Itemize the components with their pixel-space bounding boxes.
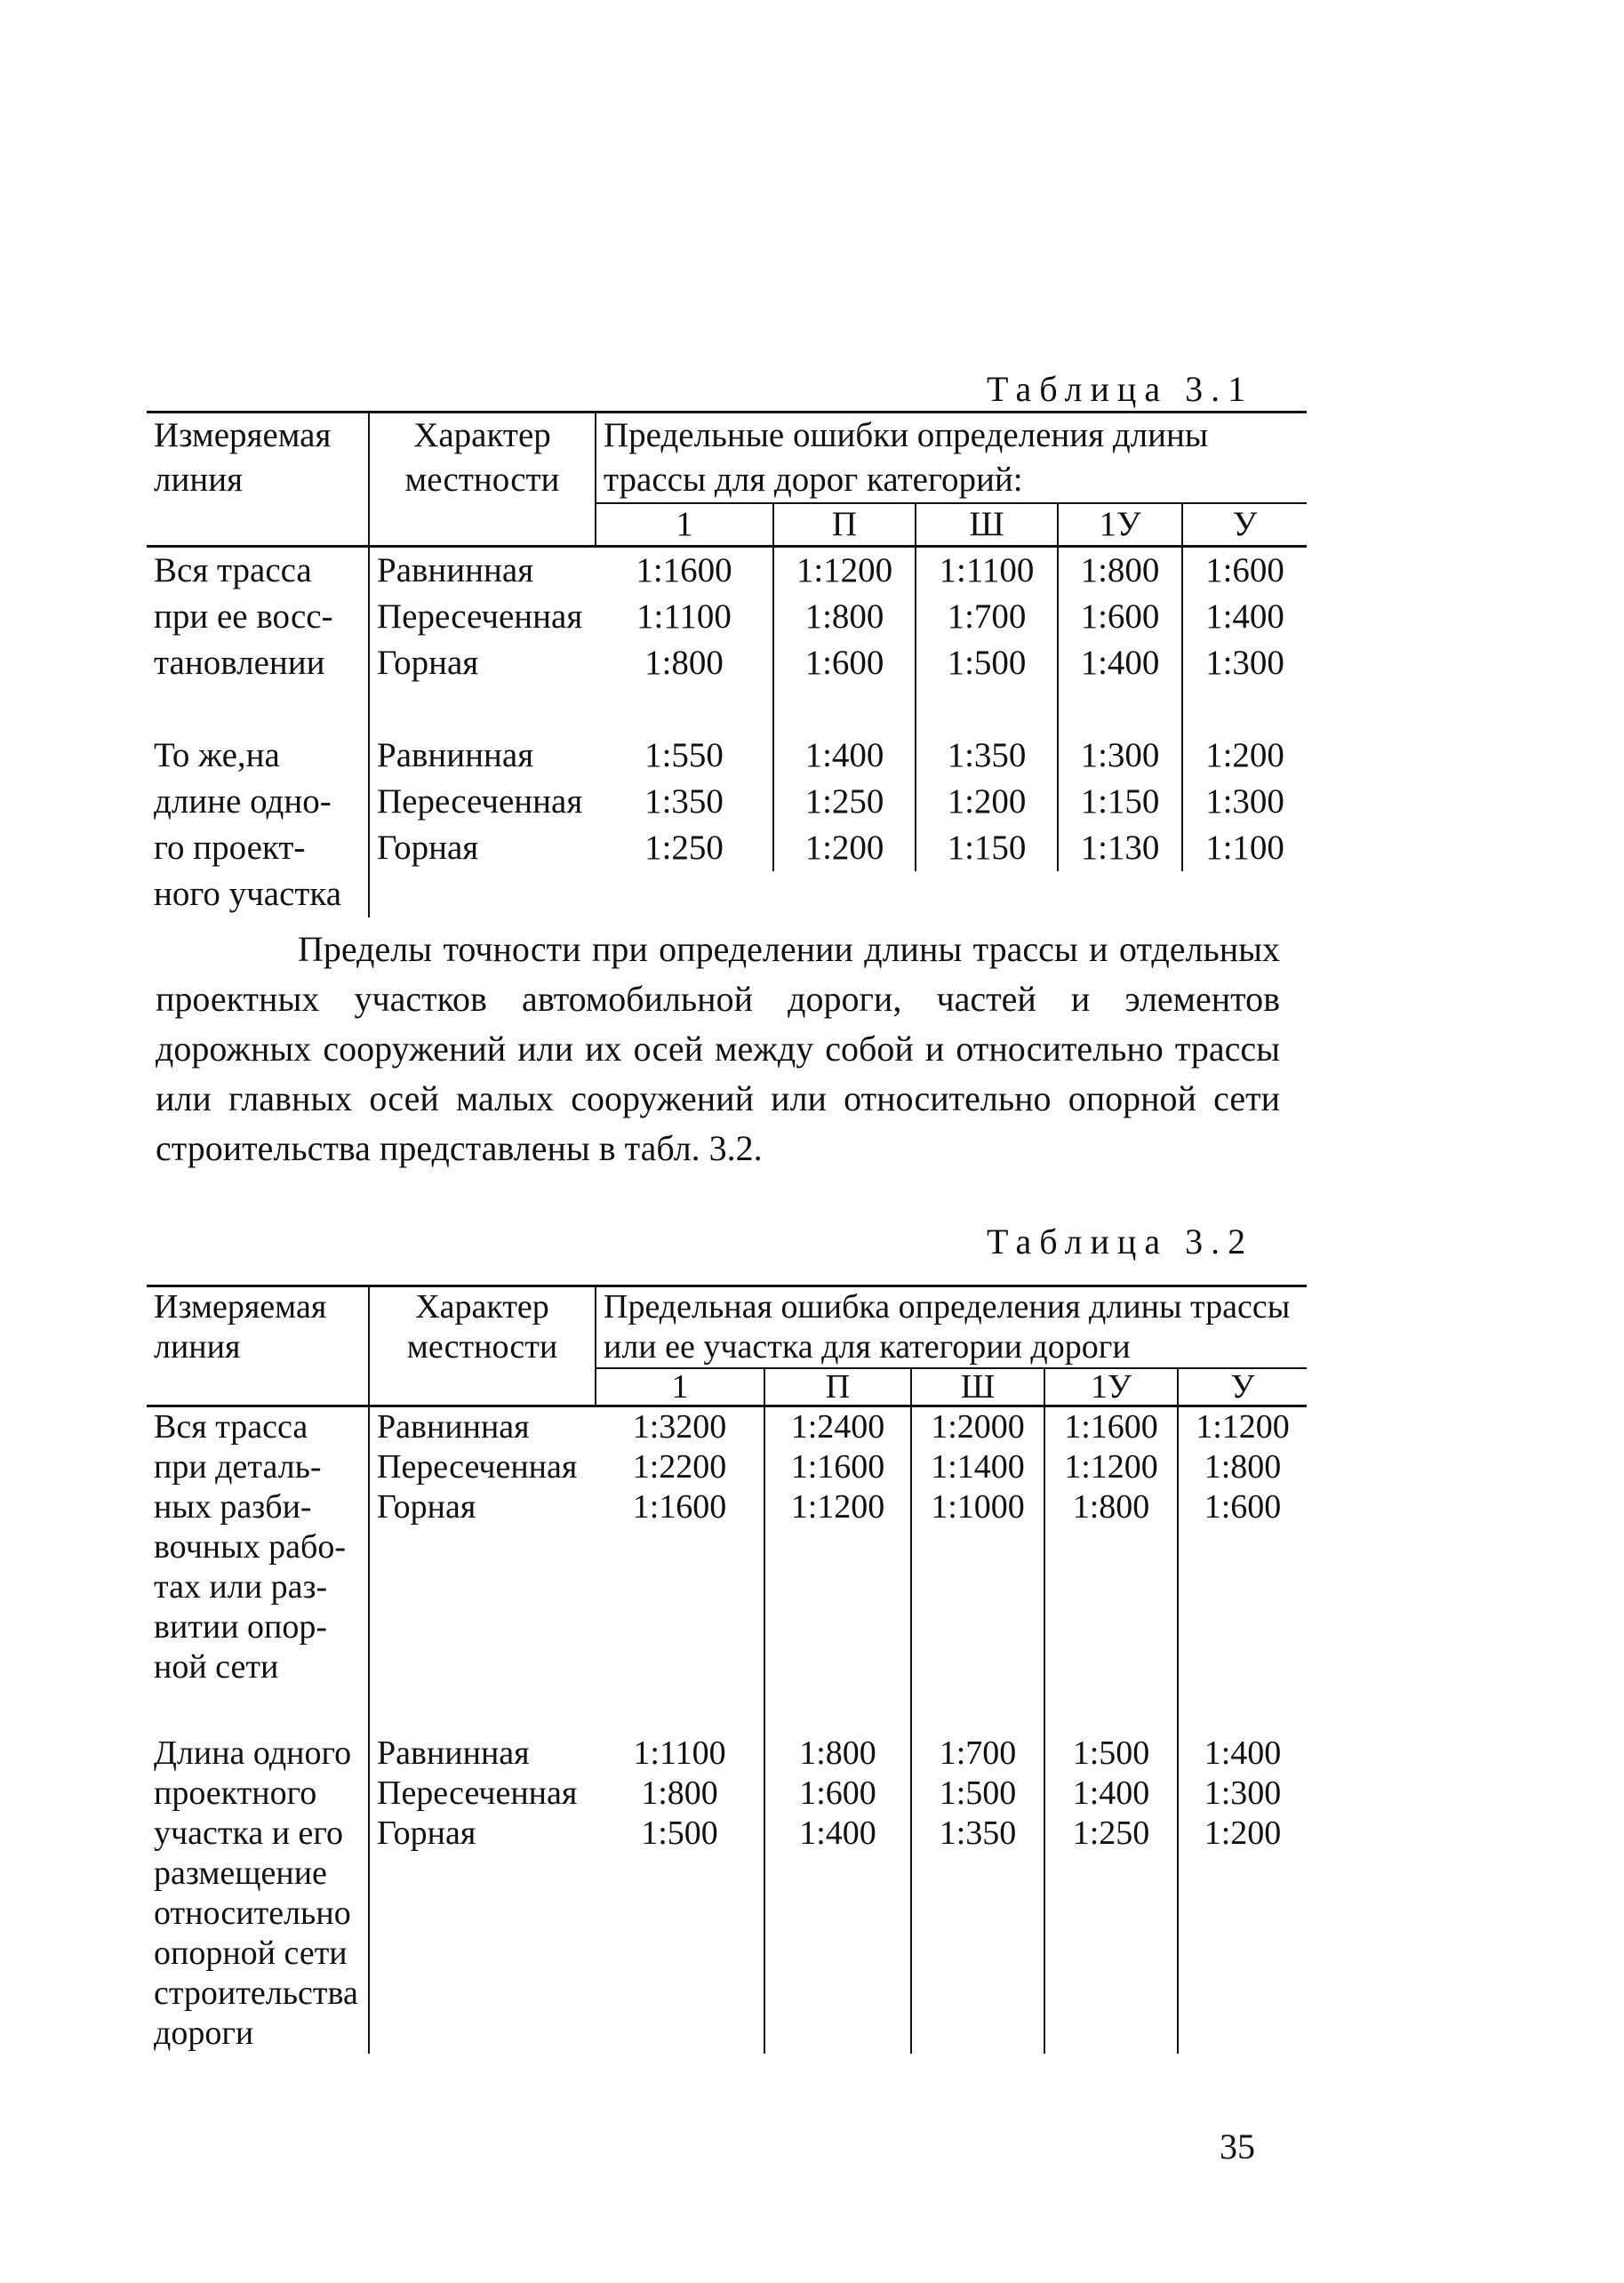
table-row xyxy=(147,1734,1307,1774)
value-cell: 1:400 xyxy=(1182,594,1307,640)
value-cell: 1:800 xyxy=(644,644,724,682)
table-row xyxy=(147,547,1307,595)
table-row xyxy=(147,1447,1307,1487)
row-label: Вся трасса xyxy=(154,551,312,589)
value-cell: 1:1100 xyxy=(636,597,732,636)
row-label: тах или раз- xyxy=(154,1568,328,1606)
value-cell: 1:100 xyxy=(1182,825,1307,871)
body-paragraph: Пределы точности при определении длины трассы и отдельных проектных участков автомобильной дороги, частей и элементов дорожных сооружений или их осей между собой и относительно трассы или главных осей малых сооружений или относительно опорной сети строительства представлены в табл. 3.2. xyxy=(156,929,1280,1168)
table-row xyxy=(147,1814,1307,1854)
row-label: вочных рабо- xyxy=(154,1528,347,1566)
value-cell: 1:200 xyxy=(916,779,1058,825)
value-cell: 1:350 xyxy=(644,782,724,821)
value-cell: 1:800 xyxy=(1044,1487,1178,1527)
table-row xyxy=(147,733,1307,779)
terrain-cell: Горная xyxy=(369,640,596,686)
row-label: длине одно- xyxy=(154,782,332,821)
row-label: строительства xyxy=(154,1975,358,2012)
terrain-cell: Равнинная xyxy=(369,1734,596,1774)
value-cell: 1:600 xyxy=(764,1774,911,1814)
row-label: размещение xyxy=(154,1854,327,1892)
value-cell: 1:800 xyxy=(1178,1447,1307,1487)
value-cell: 1:250 xyxy=(644,829,724,867)
value-cell: 1:600 xyxy=(1178,1487,1307,1527)
terrain-cell: Горная xyxy=(369,825,596,871)
value-cell: 1:1600 xyxy=(1044,1406,1178,1448)
header-terrain: Характер местности xyxy=(369,1286,596,1406)
value-cell: 1:1200 xyxy=(1178,1406,1307,1448)
value-cell: 1:500 xyxy=(911,1774,1044,1814)
value-cell: 1:350 xyxy=(916,733,1058,779)
terrain-cell: Пересеченная xyxy=(369,1774,596,1814)
table-3-1-caption: Таблица 3.1 xyxy=(987,369,1254,409)
table-row xyxy=(147,1487,1307,1527)
category-4: 1У xyxy=(1058,503,1182,547)
row-label: Длина одного xyxy=(154,1734,352,1772)
value-cell: 1:150 xyxy=(1058,779,1182,825)
row-label: проектного xyxy=(154,1774,317,1812)
category-1: 1 xyxy=(596,1368,764,1406)
category-2: П xyxy=(773,503,916,547)
value-cell: 1:550 xyxy=(644,736,724,774)
terrain-cell: Горная xyxy=(369,1487,596,1527)
category-3: Ш xyxy=(911,1368,1044,1406)
value-cell: 1:300 xyxy=(1058,733,1182,779)
page-number: 35 xyxy=(1220,2127,1255,2167)
row-label: ных разби- xyxy=(154,1488,312,1526)
value-cell: 1:200 xyxy=(1178,1814,1307,1854)
row-label: участка и его xyxy=(154,1814,344,1852)
terrain-cell: Равнинная xyxy=(369,1406,596,1448)
header-terrain: Характер местности xyxy=(369,413,596,547)
table-3-1 xyxy=(147,411,1307,917)
row-label: при деталь- xyxy=(154,1448,322,1486)
value-cell: 1:300 xyxy=(1182,640,1307,686)
value-cell: 1:400 xyxy=(1044,1774,1178,1814)
header-measured-line: Измеряемая линия xyxy=(147,1286,369,1406)
terrain-cell: Горная xyxy=(369,1814,596,1854)
row-label: го проект- xyxy=(154,829,306,867)
terrain-cell: Равнинная xyxy=(369,733,596,779)
row-label: тановлении xyxy=(154,644,325,682)
value-cell: 1:500 xyxy=(641,1814,718,1852)
table-row xyxy=(147,640,1307,686)
terrain-cell: Равнинная xyxy=(369,547,596,595)
value-cell: 1:800 xyxy=(764,1734,911,1774)
value-cell: 1:400 xyxy=(773,733,916,779)
terrain-cell: Пересеченная xyxy=(369,594,596,640)
row-label: Вся трасса xyxy=(154,1408,308,1446)
table-row xyxy=(147,825,1307,871)
value-cell: 1:200 xyxy=(773,825,916,871)
value-cell: 1:400 xyxy=(1058,640,1182,686)
value-cell: 1:200 xyxy=(1182,733,1307,779)
value-cell: 1:500 xyxy=(1044,1734,1178,1774)
value-cell: 1:250 xyxy=(773,779,916,825)
value-cell: 1:400 xyxy=(1178,1734,1307,1774)
table-row xyxy=(147,1774,1307,1814)
value-cell: 1:800 xyxy=(641,1774,718,1812)
row-label: ной сети xyxy=(154,1648,279,1686)
value-cell: 1:1600 xyxy=(636,551,732,589)
value-cell: 1:300 xyxy=(1178,1774,1307,1814)
value-cell: 1:2000 xyxy=(911,1406,1044,1448)
category-1: 1 xyxy=(596,503,773,547)
header-measured-line: Измеряемая линия xyxy=(147,413,369,547)
value-cell: 1:600 xyxy=(1058,594,1182,640)
header-limit-errors: Предельные ошибки определения длины трассы для дорог категорий: xyxy=(596,413,1307,504)
table-row xyxy=(147,779,1307,825)
value-cell: 1:700 xyxy=(916,594,1058,640)
value-cell: 1:800 xyxy=(1058,547,1182,595)
table-row xyxy=(147,594,1307,640)
value-cell: 1:1200 xyxy=(773,547,916,595)
value-cell: 1:250 xyxy=(1044,1814,1178,1854)
category-2: П xyxy=(764,1368,911,1406)
value-cell: 1:300 xyxy=(1182,779,1307,825)
table-3-2-caption: Таблица 3.2 xyxy=(987,1222,1254,1262)
value-cell: 1:600 xyxy=(773,640,916,686)
header-limit-error: Предельная ошибка определения длины трассы или ее участка для категории дороги xyxy=(596,1286,1307,1369)
value-cell: 1:400 xyxy=(764,1814,911,1854)
row-label: То же,на xyxy=(154,736,280,774)
value-cell: 1:350 xyxy=(911,1814,1044,1854)
value-cell: 1:150 xyxy=(916,825,1058,871)
value-cell: 1:1600 xyxy=(632,1488,727,1526)
value-cell: 1:1600 xyxy=(764,1447,911,1487)
row-label: относительно xyxy=(154,1894,351,1932)
terrain-cell: Пересеченная xyxy=(369,1447,596,1487)
value-cell: 1:1400 xyxy=(911,1447,1044,1487)
value-cell: 1:2200 xyxy=(632,1448,727,1486)
value-cell: 1:500 xyxy=(916,640,1058,686)
value-cell: 1:1000 xyxy=(911,1487,1044,1527)
row-label: при ее восс- xyxy=(154,597,333,636)
category-4: 1У xyxy=(1044,1368,1178,1406)
value-cell: 1:700 xyxy=(911,1734,1044,1774)
table-row xyxy=(147,1406,1307,1448)
row-label: витии опор- xyxy=(154,1608,328,1646)
value-cell: 1:130 xyxy=(1058,825,1182,871)
row-label: опорной сети xyxy=(154,1935,348,1972)
table-3-2 xyxy=(147,1285,1307,2054)
value-cell: 1:2400 xyxy=(764,1406,911,1448)
value-cell: 1:1100 xyxy=(916,547,1058,595)
category-5: У xyxy=(1178,1368,1307,1406)
category-5: У xyxy=(1182,503,1307,547)
row-label: ного участка xyxy=(154,875,342,913)
terrain-cell: Пересеченная xyxy=(369,779,596,825)
value-cell: 1:600 xyxy=(1182,547,1307,595)
value-cell: 1:3200 xyxy=(632,1408,727,1446)
value-cell: 1:1200 xyxy=(764,1487,911,1527)
category-3: Ш xyxy=(916,503,1058,547)
row-label: дороги xyxy=(154,2015,254,2052)
value-cell: 1:1100 xyxy=(633,1734,726,1772)
value-cell: 1:800 xyxy=(773,594,916,640)
value-cell: 1:1200 xyxy=(1044,1447,1178,1487)
